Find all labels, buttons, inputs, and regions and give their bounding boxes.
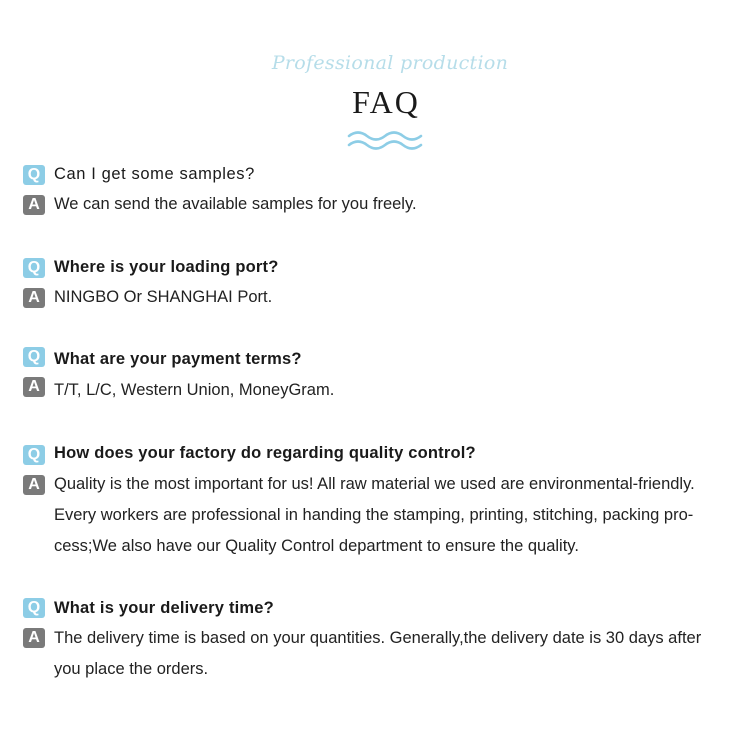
question-badge: Q [23, 598, 45, 618]
question-text: What are your payment terms? [54, 350, 302, 368]
question-text: Where is your loading port? [54, 258, 279, 276]
question-badge: Q [23, 347, 45, 367]
answer-text: Quality is the most important for us! All raw material we used are environmental-friendly. Every workers are professional in handing the stamping, printing, stitching, packing pro-cess;We also have our Quality Control department to ensure the quality. [54, 475, 695, 555]
page-title: FAQ [352, 84, 420, 120]
question-badge: Q [23, 445, 45, 465]
answer-badge: A [23, 628, 45, 648]
header-subtitle: Professional production [271, 52, 509, 74]
answer-badge: A [23, 475, 45, 495]
answer-text: The delivery time is based on your quantities. Generally,the delivery date is 30 days after you place the orders. [54, 629, 702, 678]
question-badge: Q [23, 258, 45, 278]
question-text: How does your factory do regarding quality control? [54, 444, 476, 462]
faq-header [0, 48, 750, 158]
answer-text: NINGBO Or SHANGHAI Port. [54, 288, 273, 306]
answer-text: T/T, L/C, Western Union, MoneyGram. [54, 381, 335, 399]
answer-badge: A [23, 195, 45, 215]
question-badge: Q [23, 165, 45, 185]
answer-badge: A [23, 377, 45, 397]
waves-icon [347, 128, 423, 152]
answer-text: We can send the available samples for you freely. [54, 195, 417, 213]
question-text: Can I get some samples? [54, 165, 255, 183]
question-text: What is your delivery time? [54, 599, 274, 617]
answer-badge: A [23, 288, 45, 308]
